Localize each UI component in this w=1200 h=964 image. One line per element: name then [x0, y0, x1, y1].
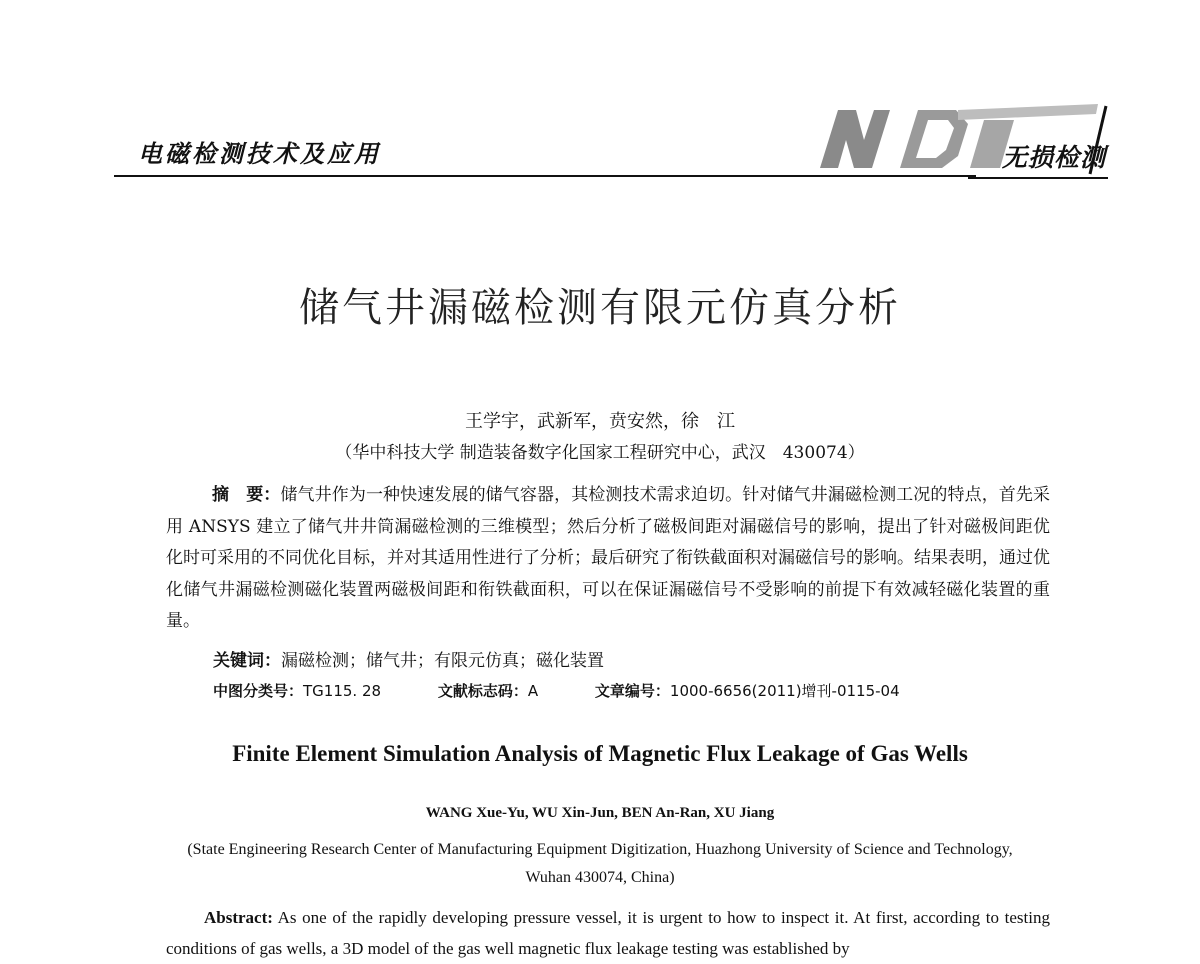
doc-code-value: A: [527, 682, 539, 700]
english-abstract-label: Abstract:: [204, 908, 273, 927]
abstract-cn-text: 储气井作为一种快速发展的储气容器，其检测技术需求迫切。针对储气井漏磁检测工况的特点，首先采用 ANSYS 建立了储气井井筒漏磁检测的三维模型；然后分析了磁极间距对漏磁信号的影响，提出了针对磁极间距优化时可采用的不同优化目标，并对其适用性进行了分析；最后研究了衔铁截面积对漏磁信号的影响。结果表明，通过优化储气井漏磁检测磁化装置两磁极间距和衔铁截面积，可以在保证漏磁信号不受影响的前提下有效减轻磁化装置的重量。: [166, 485, 1051, 631]
article-number-label: 文章编号：: [594, 682, 670, 700]
keywords-text: 漏磁检测；储气井；有限元仿真；磁化装置: [281, 651, 604, 671]
journal-logo: [808, 100, 1120, 182]
clc-value: TG115. 28: [303, 682, 382, 700]
abstract-cn: [166, 480, 1050, 638]
journal-section-title: 电磁检测技术及应用: [138, 140, 381, 168]
english-title: Finite Element Simulation Analysis of Magnetic Flux Leakage of Gas Wells: [232, 741, 968, 766]
affiliation: （华中科技大学 制造装备数字化国家工程研究中心，武汉 430074）: [335, 443, 865, 463]
keywords-label: 关键词：: [213, 651, 281, 671]
english-abstract: [166, 902, 1050, 964]
logo-text: 无损检测: [1001, 143, 1106, 172]
paper-title: 储气井漏磁检测有限元仿真分析: [299, 285, 901, 331]
doc-code-label: 文献标志码：: [437, 682, 528, 700]
article-number-value: 1000-6656(2011)增刊-0115-04: [669, 682, 900, 700]
authors: 王学宇，武新军，贲安然，徐 江: [465, 411, 735, 432]
keywords: [213, 646, 604, 671]
abstract-cn-label: 摘 要：: [212, 485, 281, 505]
classification-info: [213, 680, 952, 701]
clc-label: 中图分类号：: [213, 682, 304, 700]
english-abstract-text: As one of the rapidly developing pressure vessel, it is urgent to how to inspect it. At first, according to testing conditions of gas wells, a 3D model of the gas well magnetic flux leakage testing was established by: [166, 908, 1050, 958]
english-authors: WANG Xue-Yu, WU Xin-Jun, BEN An-Ran, XU Jiang: [425, 805, 775, 821]
english-affiliation: (State Engineering Research Center of Manufacturing Equipment Digitization, Huazhong University of Science and Technology, Wuhan 430074, China): [187, 841, 1013, 886]
